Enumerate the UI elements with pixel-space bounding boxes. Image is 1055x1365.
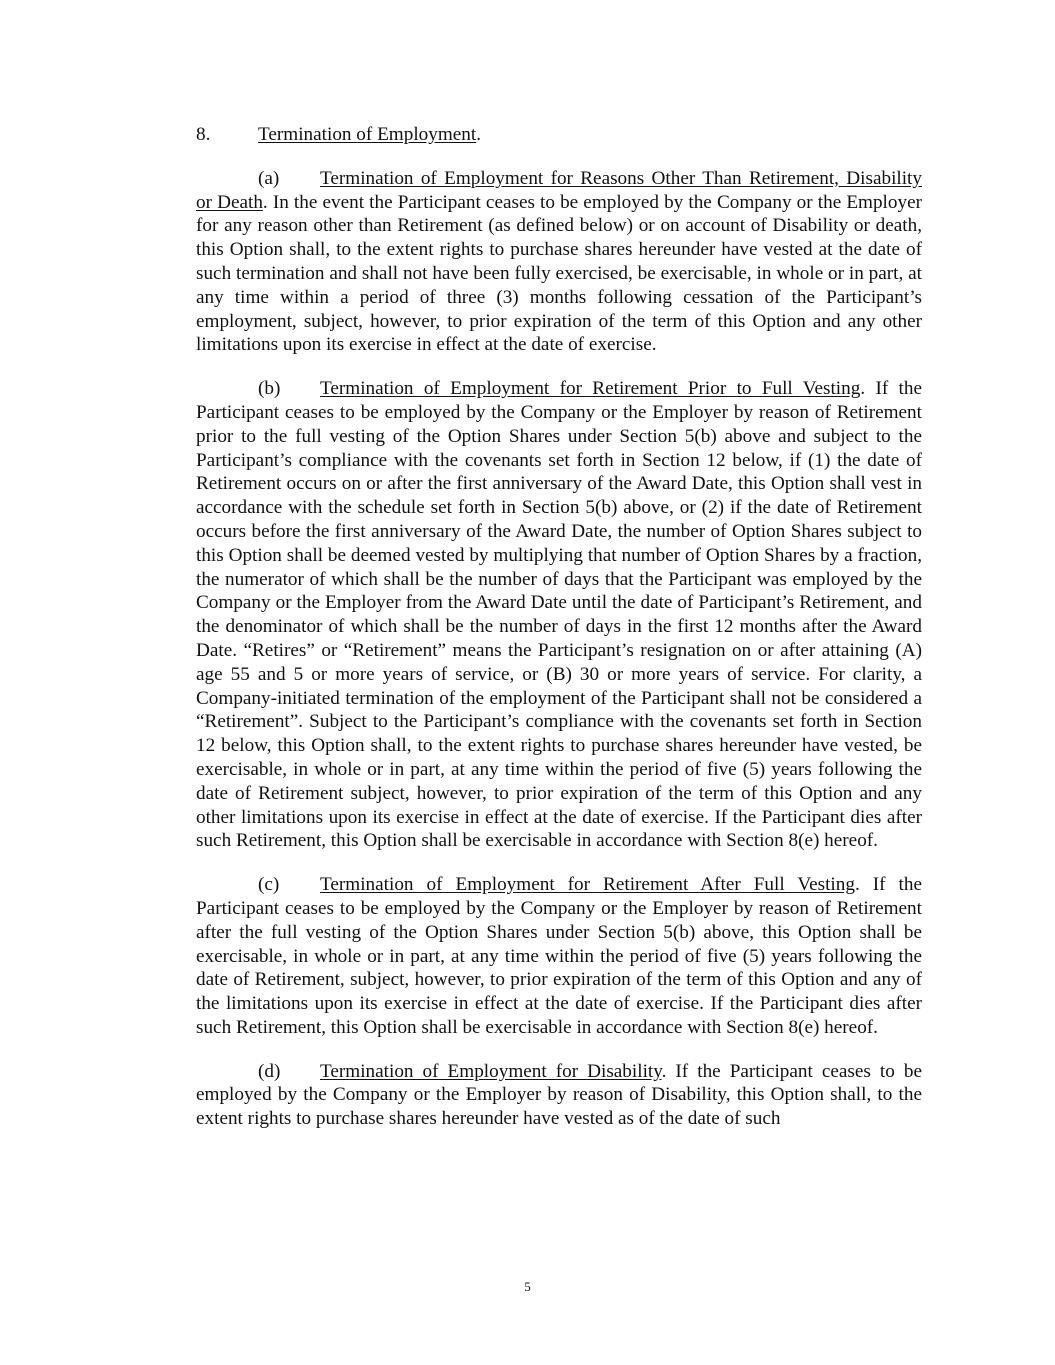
paragraph-heading-continued: or Death	[196, 191, 263, 213]
paragraph-c	[196, 873, 922, 1040]
paragraph-body: . If the Participant ceases to be employed by the Company or the Employer by reason of Disability, this Option shall, to the extent rights to purchase shares hereunder have vested as of the date of such	[196, 1060, 922, 1130]
paragraph-a	[196, 167, 922, 357]
paragraph-body: . In the event the Participant ceases to be employed by the Company or the Employer for any reason other than Retirement (as defined below) or on account of Disability or death, this Option shall, to the extent rights to purchase shares hereunder have vested at the date of such termination and shall not have been fully exercised, be exercisable, in whole or in part, at any time within a period of three (3) months following cessation of the Participant’s employment, subject, however, to prior expiration of the term of this Option and any other limitations upon its exercise in effect at the date of exercise.	[196, 191, 922, 356]
section-heading	[196, 123, 922, 147]
paragraph-heading: Termination of Employment for Retirement Prior to Full Vesting	[320, 378, 861, 400]
section-title: Termination of Employment	[258, 124, 477, 145]
paragraph-heading: Termination of Employment for Disability	[320, 1060, 662, 1082]
paragraph-d	[196, 1060, 922, 1131]
paragraph-body: . If the Participant ceases to be employed by the Company or the Employer by reason of Retirement after the full vesting of the Option Shares under Section 5(b) above, this Option shall be exercisable, in whole or in part, at any time within the period of five (5) years following the date of Retirement, subject, however, to prior expiration of the term of this Option and any of the limitations upon its exercise in effect at the date of exercise. If the Participant dies after such Retirement, this Option shall be exercisable in accordance with Section 8(e) hereof.	[196, 874, 922, 1038]
paragraph-label: (d)	[258, 1060, 281, 1082]
paragraph-b	[196, 377, 922, 853]
paragraph-label: (a)	[258, 167, 280, 189]
page-number: 5	[524, 1279, 531, 1294]
section-title-suffix: .	[476, 124, 481, 145]
paragraph-label: (c)	[258, 874, 280, 896]
paragraph-heading: Termination of Employment for Reasons Other Than Retirement, Disability	[320, 167, 922, 189]
paragraph-label: (b)	[258, 378, 281, 400]
paragraph-heading: Termination of Employment for Retirement After Full Vesting	[320, 874, 855, 896]
document-page	[196, 123, 922, 1151]
section-number: 8.	[196, 124, 211, 145]
paragraph-body: . If the Participant ceases to be employed by the Company or the Employer by reason of Retirement prior to the full vesting of the Option Shares under Section 5(b) above and subject to the Participant’s compliance with the covenants set forth in Section 12 below, if (1) the date of Retirement occurs on or after the first anniversary of the Award Date, this Option shall vest in accordance with the schedule set forth in Section 5(b) above, or (2) if the date of Retirement occurs before the first anniversary of the Award Date, the number of Option Shares subject to this Option shall be deemed vested by multiplying that number of Option Shares by a fraction, the numerator of which shall be the number of days that the Participant was employed by the Company or the Employer from the Award Date until the date of Participant’s Retirement, and the denominator of which shall be the number of days in the first 12 months after the Award Date. “Retires” or “Retirement” means the Participant’s resignation on or after attaining (A) age 55 and 5 or more years of service, or (B) 30 or more years of service. For clarity, a Company-initiated termination of the employment of the Participant shall not be considered a “Retirement”. Subject to the Participant’s compliance with the covenants set forth in Section 12 below, this Option shall, to the extent rights to purchase shares hereunder have vested, be exercisable, in whole or in part, at any time within the period of five (5) years following the date of Retirement subject, however, to prior expiration of the term of this Option and any other limitations upon its exercise in effect at the date of exercise. If the Participant dies after such Retirement, this Option shall be exercisable in accordance with Section 8(e) hereof.	[196, 378, 922, 852]
